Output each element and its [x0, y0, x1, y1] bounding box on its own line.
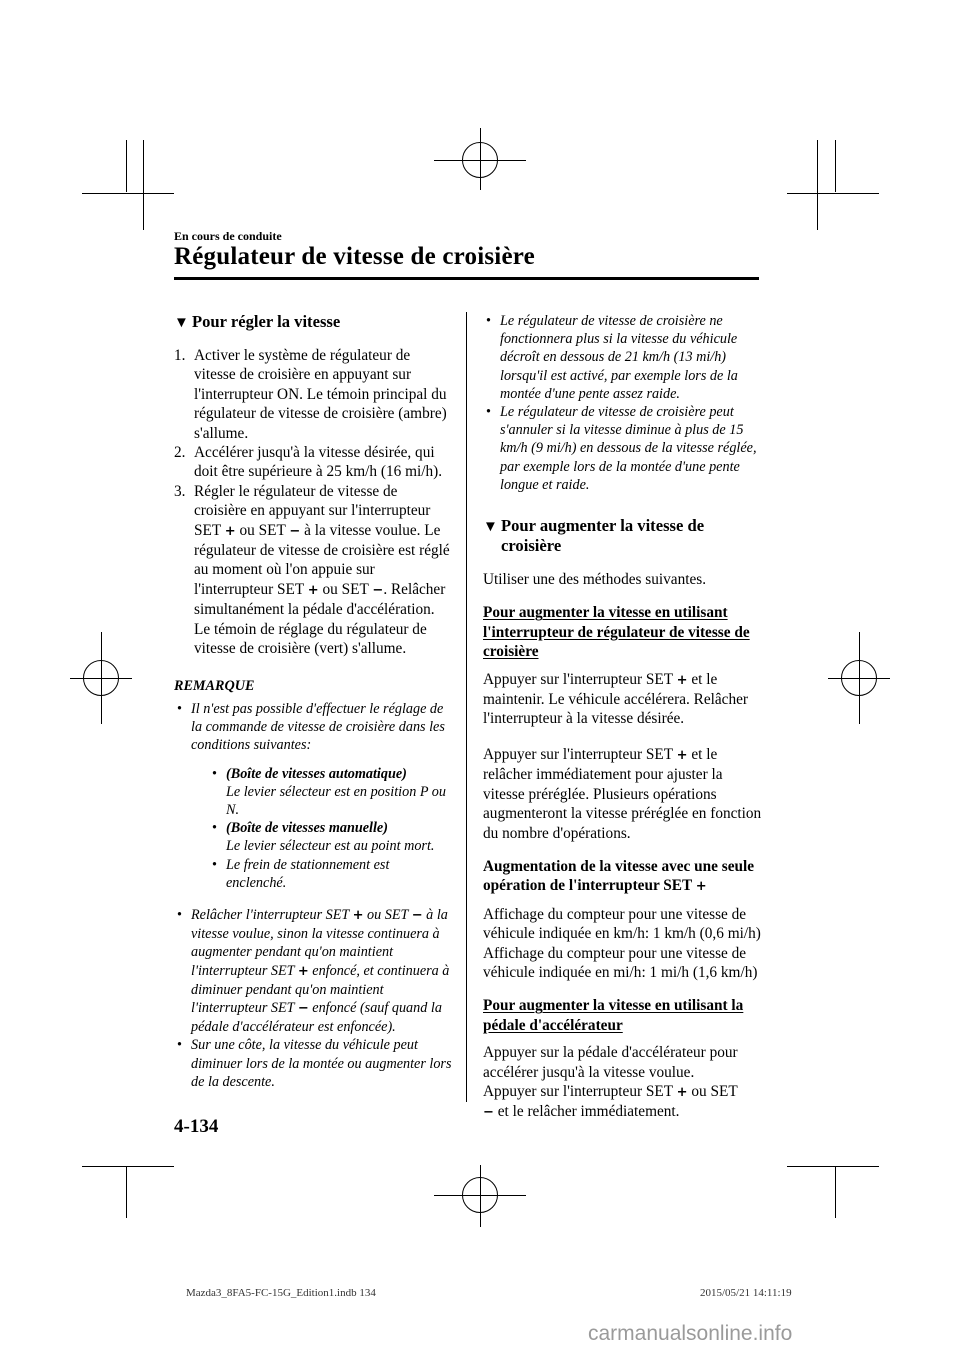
print-date-info: 2015/05/21 14:11:19 — [700, 1287, 792, 1299]
crop-mark — [82, 1166, 174, 1167]
step-1: 1. Activer le système de régulateur de vitesse de croisière en appuyant sur l'interrupteur ON. Le témoin principal du régulateur de vitesse de croisière (ambre) s'allume. — [174, 347, 447, 442]
step-3: 3. Régler le régulateur de vitesse de croisière en appuyant sur l'interrupteur SET + ou SET − à la vitesse voulue. Le régulateur de vitesse de croisière est réglé au moment où l'on appuie sur l'interrupteur SET + ou SET −. Relâcher simultanément la pédale d'accélération. Le témoin de réglage du régulateur de vitesse de croisière (vert) s'allume. — [174, 482, 450, 658]
note-item: • Il n'est pas possible d'effectuer le réglage de la commande de vitesse de croisière dans les conditions suivantes: • (Boîte de vitesses automatique) Le levier sélecteur est en position P ou N. • (Boîte de vitesses manuelle) Le levier sélecteur est au point mort. • Le frein de stationnement est enclenché. — [174, 700, 452, 892]
crop-mark — [787, 193, 879, 194]
minus-icon: − — [483, 1105, 494, 1121]
paragraph: Appuyer sur l'interrupteur SET + et le relâcher immédiatement pour ajuster la vitesse préréglée. Plusieurs opérations augmenteront la vitesse préréglée en fonction du nombre d'opérations. — [483, 745, 762, 842]
registration-mark-bottom — [480, 1165, 481, 1227]
left-column — [174, 312, 452, 1091]
note-subitem: • (Boîte de vitesses automatique) Le levier sélecteur est en position P ou N. — [212, 765, 446, 818]
plus-icon: + — [224, 523, 236, 539]
crop-mark — [126, 1166, 127, 1218]
crop-mark — [835, 140, 836, 192]
title-rule — [174, 277, 759, 280]
subheading: Augmentation de la vitesse avec une seule opération de l'interrupteur SET + — [483, 857, 755, 895]
triangle-icon: ▼ — [483, 519, 498, 536]
crop-mark — [787, 1166, 879, 1167]
note-item: • Relâcher l'interrupteur SET + ou SET − à la vitesse voulue, sinon la vitesse continuera à augmenter pendant qu'on maintient l'interrupteur SET + enfoncé, et continuera à diminuer pendant qu'on maintient l'interrupteur SET − enfoncé (sauf quand la pédale d'accélérateur est enfoncée). — [177, 906, 450, 1036]
crop-mark — [143, 140, 144, 230]
plus-icon: + — [352, 907, 364, 923]
page-number: 4-134 — [174, 1116, 219, 1137]
paragraph: Affichage du compteur pour une vitesse de véhicule indiquée en mi/h: 1 mi/h (1,6 km/h) — [483, 944, 758, 981]
subheading: Pour augmenter la vitesse en utilisant l'interrupteur de régulateur de vitesse de croisière — [483, 604, 750, 661]
registration-mark-top — [480, 128, 481, 190]
section-label: En cours de conduite — [174, 229, 282, 243]
steps-list — [174, 346, 452, 659]
page-title: Régulateur de vitesse de croisière — [174, 243, 535, 270]
note-title: REMARQUE — [174, 677, 255, 694]
crop-mark — [126, 140, 127, 192]
column-divider — [466, 312, 467, 1102]
crop-mark — [835, 1166, 836, 1218]
note-sublist — [191, 765, 452, 892]
plus-icon: + — [307, 582, 319, 598]
watermark: carmanualsonline.info — [588, 1322, 793, 1345]
paragraph: Utiliser une des méthodes suivantes. — [483, 571, 707, 589]
minus-icon: − — [289, 523, 301, 539]
plus-icon: + — [676, 747, 688, 763]
note-item: • Le régulateur de vitesse de croisière ne fonctionnera plus si la vitesse du véhicule décroît en dessous de 21 km/h (13 mi/h) lorsqu'il est activé, par exemple lors de la montée d'une pente assez raide. — [486, 313, 738, 402]
section-heading: ▼ Pour régler la vitesse — [174, 312, 341, 331]
paragraph: Appuyer sur l'interrupteur SET + et le maintenir. Le véhicule accélérera. Relâcher l'interrupteur à la vitesse désirée. — [483, 670, 748, 728]
registration-mark-left — [101, 632, 102, 724]
plus-icon: + — [297, 963, 309, 979]
plus-icon: + — [676, 672, 688, 688]
step-2: 2. Accélérer jusqu'à la vitesse désirée, qui doit être supérieure à 25 km/h (16 mi/h). — [174, 444, 443, 481]
print-file-info: Mazda3_8FA5-FC-15G_Edition1.indb 134 — [186, 1287, 376, 1299]
minus-icon: − — [297, 1000, 309, 1016]
note-item: • Sur une côte, la vitesse du véhicule peut diminuer lors de la montée ou augmenter lors de la descente. — [177, 1037, 452, 1090]
crop-mark — [82, 193, 174, 194]
minus-icon: − — [411, 907, 423, 923]
paragraph: Affichage du compteur pour une vitesse de véhicule indiquée en km/h: 1 km/h (0,6 mi/h) — [483, 905, 761, 943]
paragraph: Appuyer sur la pédale d'accélérateur pour accélérer jusqu'à la vitesse voulue. — [483, 1044, 738, 1081]
right-column — [483, 312, 763, 1123]
registration-mark-right — [859, 632, 860, 724]
note-list — [174, 700, 452, 1091]
plus-icon: + — [695, 879, 707, 895]
subheading: Pour augmenter la vitesse en utilisant la pédale d'accélérateur — [483, 997, 744, 1034]
minus-icon: − — [372, 582, 384, 598]
note-item: • Le régulateur de vitesse de croisière peut s'annuler si la vitesse diminue à plus de 15 km/h (9 mi/h) en dessous de la vitesse réglée, par exemple lors de la montée d'une pente longue et raide. — [486, 404, 757, 493]
crop-mark — [817, 140, 818, 230]
note-list-continued — [483, 312, 763, 494]
triangle-icon: ▼ — [174, 315, 189, 331]
note-subitem: • (Boîte de vitesses manuelle) Le levier sélecteur est au point mort. — [212, 820, 435, 855]
note-subitem: • Le frein de stationnement est enclenché. — [212, 856, 390, 891]
plus-icon: + — [676, 1084, 688, 1100]
section-heading: ▼ Pour augmenter la vitesse de croisière — [483, 516, 705, 556]
paragraph: Appuyer sur l'interrupteur SET + ou SET − et le relâcher immédiatement. — [483, 1082, 738, 1121]
